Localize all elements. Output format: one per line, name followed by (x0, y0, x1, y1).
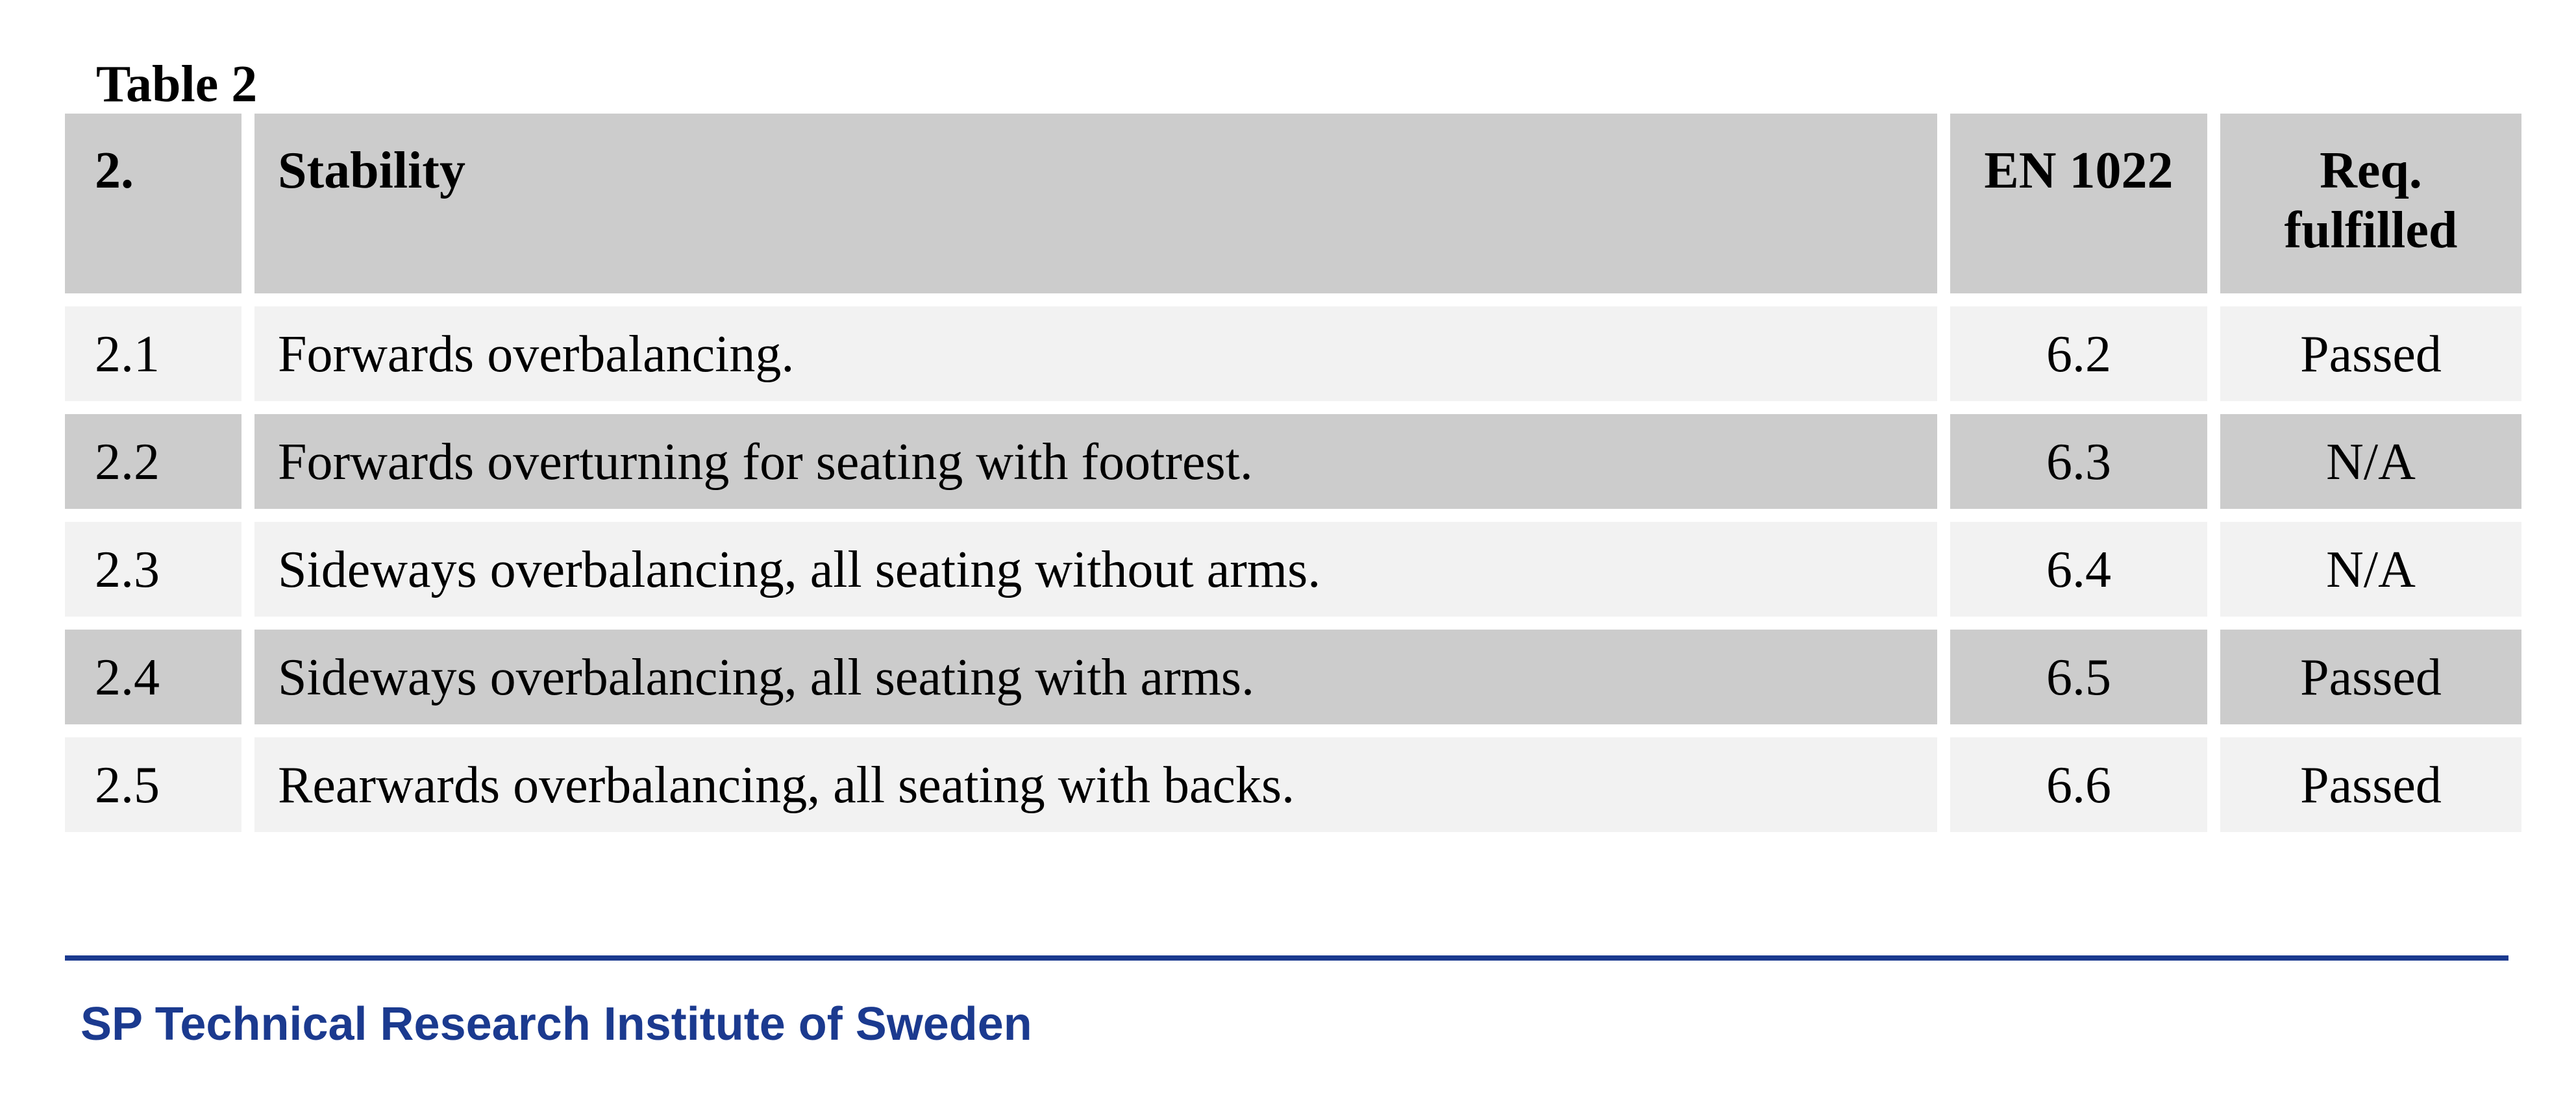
row-clause: 6.4 (1950, 522, 2207, 617)
row-clause: 6.2 (1950, 306, 2207, 401)
footer-divider (65, 955, 2508, 961)
table-row (65, 306, 2521, 401)
header-section-number: 2. (65, 114, 242, 293)
header-requirement: Req. fulfilled (2220, 114, 2521, 293)
row-description: Forwards overbalancing. (254, 306, 1937, 401)
table-row (65, 414, 2521, 509)
row-number: 2.3 (65, 522, 242, 617)
row-result: Passed (2220, 737, 2521, 832)
row-number: 2.5 (65, 737, 242, 832)
row-result: N/A (2220, 522, 2521, 617)
row-clause: 6.3 (1950, 414, 2207, 509)
row-number: 2.1 (65, 306, 242, 401)
header-section-title: Stability (254, 114, 1937, 293)
row-result: N/A (2220, 414, 2521, 509)
table-header-row (65, 114, 2521, 293)
row-result: Passed (2220, 630, 2521, 724)
table-row (65, 522, 2521, 617)
table-row (65, 630, 2521, 724)
row-description: Rearwards overbalancing, all seating with backs. (254, 737, 1937, 832)
row-number: 2.2 (65, 414, 242, 509)
row-clause: 6.5 (1950, 630, 2207, 724)
row-result: Passed (2220, 306, 2521, 401)
header-standard: EN 1022 (1950, 114, 2207, 293)
row-clause: 6.6 (1950, 737, 2207, 832)
table-row (65, 737, 2521, 832)
row-number: 2.4 (65, 630, 242, 724)
row-description: Sideways overbalancing, all seating without arms. (254, 522, 1937, 617)
row-description: Sideways overbalancing, all seating with arms. (254, 630, 1937, 724)
table-caption: Table 2 (96, 56, 258, 113)
stability-table (52, 101, 2534, 845)
footer-institute-name: SP Technical Research Institute of Sweden (80, 998, 1032, 1050)
row-description: Forwards overturning for seating with footrest. (254, 414, 1937, 509)
